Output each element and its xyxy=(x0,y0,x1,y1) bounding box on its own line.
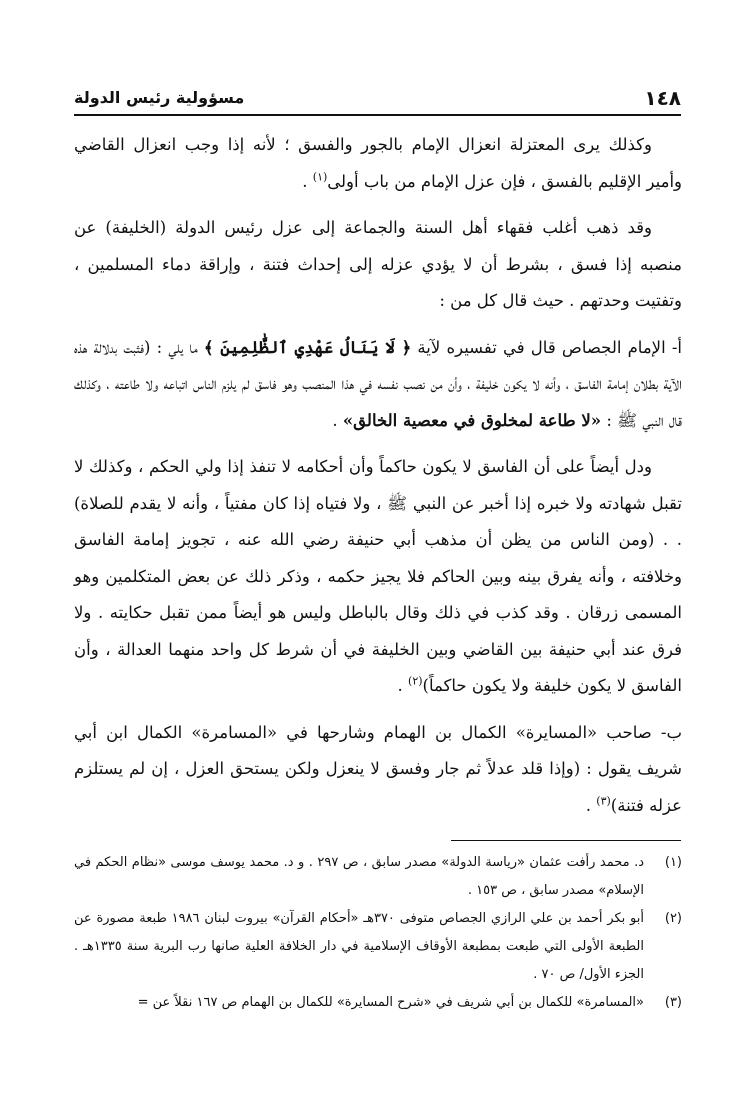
paragraph-text: ما يلي : (فثبت بدلالة هذه الآية بطلان إمامة الفاسق ، وأنه لا يكون خليفة ، وأن من نصب نفسه في هذا المنصب وهو فاسق لم يلزم الناس اتباعه ولا طاعته ، وكذلك قال النبي ﷺ : xyxy=(74,337,682,430)
footnotes xyxy=(74,849,682,1017)
paragraph-tail: . xyxy=(302,171,313,191)
running-title: مسؤولية رئيس الدولة xyxy=(74,88,245,107)
paragraph-item-a xyxy=(74,330,682,440)
footnote xyxy=(74,989,682,1017)
footnote-text: أبو بكر أحمد بن علي الرازي الجصاص متوفى ٣٧٠هـ «أحكام القرآن» بيروت لبنان ١٩٨٦ طبعة مصورة عن الطبعة الأولى التي طبعت بمطبعة الأوقاف الإسلامية في دار الخلافة العلية صانها رب البرية سنة ١٣٣٥هـ . الجزء الأول/ ص ٧٠ . xyxy=(74,911,644,982)
paragraph-tail: . xyxy=(585,795,597,815)
footnote xyxy=(74,849,682,905)
footnote xyxy=(74,905,682,989)
footnote-number: (٣) xyxy=(664,995,682,1010)
paragraph-tail: . xyxy=(332,410,343,430)
footnote-number: (٢) xyxy=(664,911,682,926)
paragraph-text: ب- صاحب «المسايرة» الكمال بن الهمام وشارحها في «المسامرة» الكمال ابن أبي شريف يقول : (وإذا قلد عدلاً ثم جار وفسق لا ينعزل ولكن يستحق العزل ، إن لم يستلزم عزله فتنة) xyxy=(74,722,682,815)
paragraph-item-b xyxy=(74,715,682,825)
footnote-reference: (٢) xyxy=(408,674,423,688)
item-lead: أ- الإمام الجصاص قال في تفسيره لآية xyxy=(411,337,682,357)
paragraph-text: وكذلك يرى المعتزلة انعزال الإمام بالجور والفسق ؛ لأنه إذا وجب انعزال القاضي وأمير الإقليم بالفسق ، فإن عزل الإمام من باب أولى xyxy=(74,135,682,191)
footnote-text: «المسامرة» للكمال بن أبي شريف في «شرح المسايرة» للكمال بن الهمام ص ١٦٧ نقلاً عن = xyxy=(137,995,644,1010)
footnote-number: (١) xyxy=(664,855,682,870)
footnote-reference: (١) xyxy=(312,170,328,183)
page-number: ١٤٨ xyxy=(644,86,681,110)
paragraph-tail: . xyxy=(397,676,409,695)
paragraph-text: ودل أيضاً على أن الفاسق لا يكون حاكماً وأن أحكامه لا تنفذ إذا ولي الحكم ، وكذلك لا تقبل شهادته ولا خبره إذا أخبر عن النبي ﷺ ، ولا فتياه إذا كان مفتياً ، وأنه لا يقدم للصلاة) . . (ومن الناس من يظن أن مذهب أبي حنيفة رضي الله عنه ، تجويز إمامة الفاسق وخلافته ، وأنه يفرق بينه وبين الحاكم فلا يجيز حكمه ، وذكر ذلك عن بعض المتكلمين وهو المسمى زرقان . وقد كذب في ذلك وقال بالباطل وليس هو أيضاً ممن تقبل حكايته . ولا فرق عند أبي حنيفة بين القاضي وبين الخليفة في أن شرط كل واحد منهما العدالة ، وأن الفاسق لا يكون خليفة ولا يكون حاكماً) xyxy=(74,457,682,695)
paragraph xyxy=(74,127,682,200)
paragraph-text: وقد ذهب أغلب فقهاء أهل السنة والجماعة إلى عزل رئيس الدولة (الخليفة) عن منصبه إذا فسق ، بشرط أن لا يؤدي عزله إلى إحداث فتنة ، وإراقة دماء المسلمين ، وتفتيت وحدتهم . حيث قال كل من : xyxy=(74,218,682,310)
hadith-quote: «لا طاعة لمخلوق في معصية الخالق» xyxy=(342,410,602,430)
main-text xyxy=(74,127,682,834)
footnote-text: د. محمد رأفت عثمان «رياسة الدولة» مصدر سابق ، ص ٢٩٧ . و د. محمد يوسف موسى «نظام الحكم في الإسلام» مصدر سابق ، ص ١٥٣ . xyxy=(74,855,644,898)
page-header xyxy=(74,86,681,116)
footnote-separator xyxy=(451,840,681,841)
paragraph xyxy=(74,210,682,320)
paragraph xyxy=(74,449,682,705)
quran-quote: ﴿ لَا يَنَالُ عَهْدِي ٱلظَّٰلِمِينَ ﴾ xyxy=(203,337,412,357)
footnote-reference: (٣) xyxy=(596,794,611,807)
